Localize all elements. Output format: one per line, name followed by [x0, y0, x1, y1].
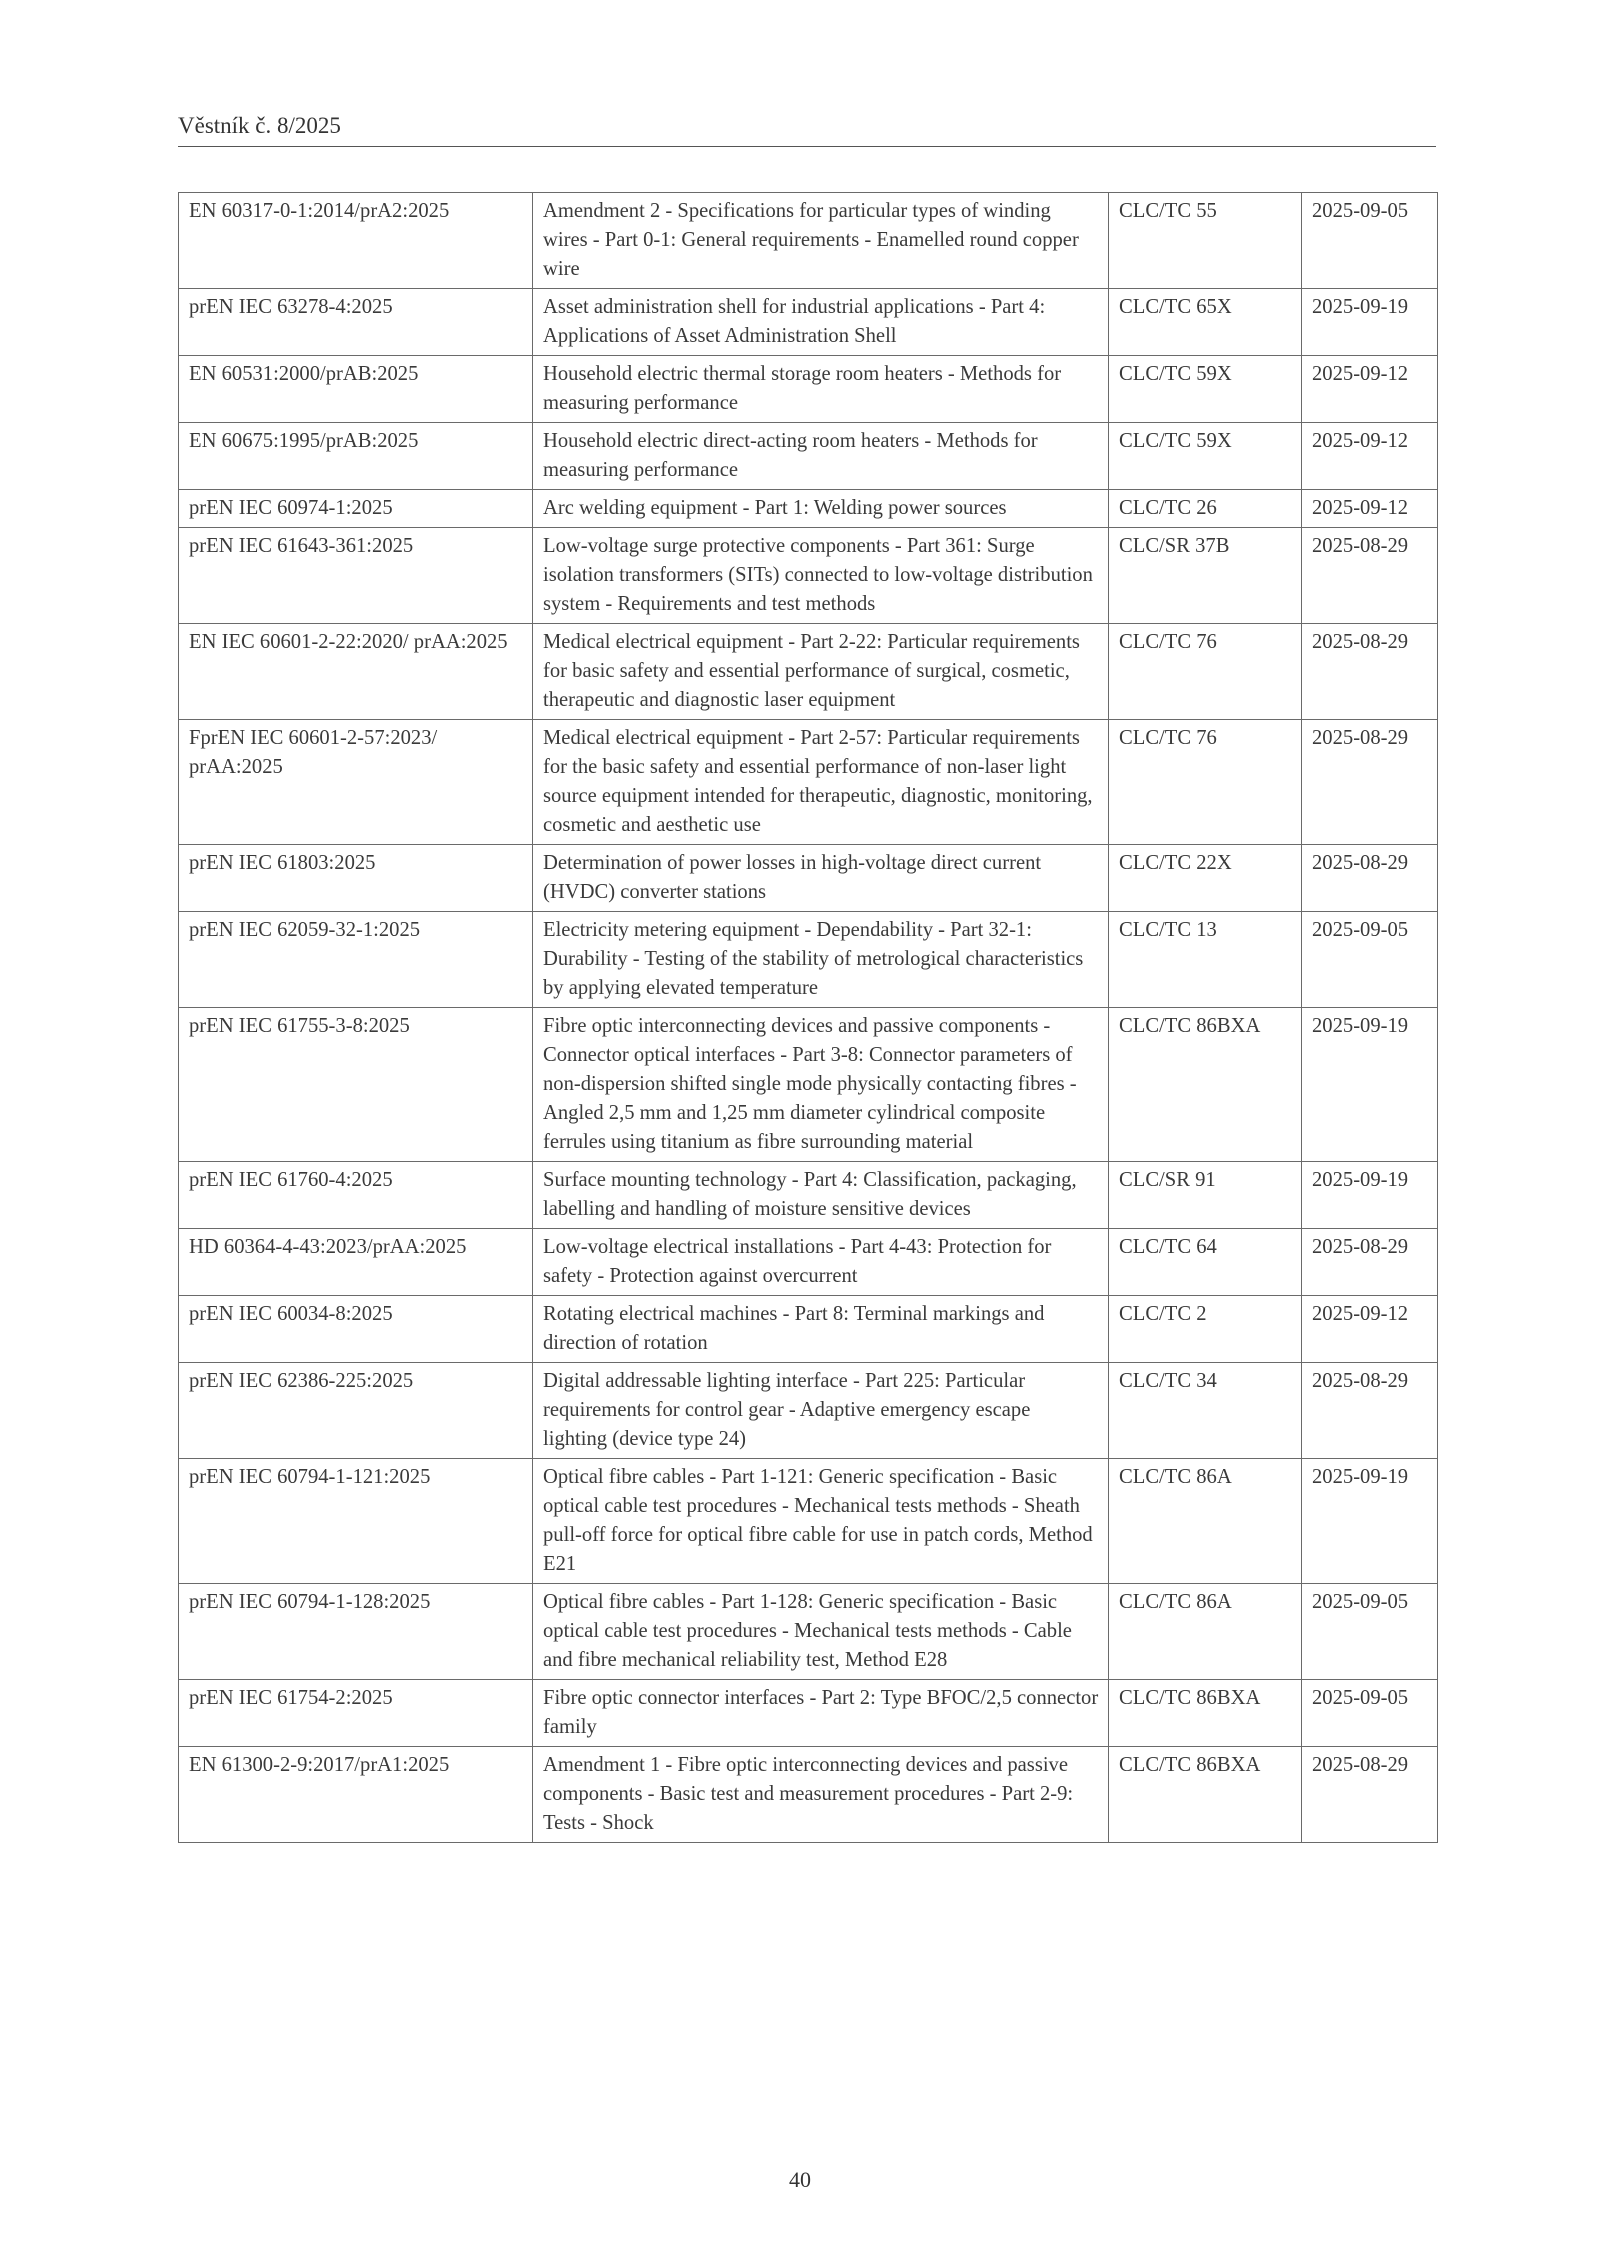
standard-title: Asset administration shell for industrial applications - Part 4: Applications of Asset Administration Shell	[533, 289, 1109, 356]
standard-title: Rotating electrical machines - Part 8: Terminal markings and direction of rotation	[533, 1296, 1109, 1363]
deadline-date: 2025-09-19	[1302, 1459, 1438, 1584]
standard-code: EN 60531:2000/prAB:2025	[179, 356, 533, 423]
table-row	[179, 1459, 1438, 1584]
technical-committee: CLC/TC 86BXA	[1109, 1680, 1302, 1747]
deadline-date: 2025-08-29	[1302, 1363, 1438, 1459]
deadline-date: 2025-08-29	[1302, 845, 1438, 912]
standard-code: prEN IEC 60974-1:2025	[179, 490, 533, 528]
technical-committee: CLC/TC 65X	[1109, 289, 1302, 356]
table-row	[179, 289, 1438, 356]
technical-committee: CLC/TC 86A	[1109, 1584, 1302, 1680]
technical-committee: CLC/TC 26	[1109, 490, 1302, 528]
technical-committee: CLC/TC 59X	[1109, 356, 1302, 423]
page-number: 40	[789, 2167, 811, 2192]
technical-committee: CLC/SR 37B	[1109, 528, 1302, 624]
deadline-date: 2025-09-19	[1302, 1162, 1438, 1229]
deadline-date: 2025-09-05	[1302, 912, 1438, 1008]
standard-title: Amendment 1 - Fibre optic interconnecting devices and passive components - Basic test and measurement procedures - Part 2-9: Tests - Shock	[533, 1747, 1109, 1843]
deadline-date: 2025-09-19	[1302, 289, 1438, 356]
standard-code: prEN IEC 61643-361:2025	[179, 528, 533, 624]
standard-code: prEN IEC 61760-4:2025	[179, 1162, 533, 1229]
technical-committee: CLC/TC 76	[1109, 624, 1302, 720]
standard-code: EN IEC 60601-2-22:2020/ prAA:2025	[179, 624, 533, 720]
deadline-date: 2025-09-05	[1302, 1680, 1438, 1747]
deadline-date: 2025-08-29	[1302, 1747, 1438, 1843]
table-row	[179, 720, 1438, 845]
deadline-date: 2025-09-05	[1302, 193, 1438, 289]
standard-title: Fibre optic connector interfaces - Part 2: Type BFOC/2,5 connector family	[533, 1680, 1109, 1747]
standard-title: Medical electrical equipment - Part 2-22: Particular requirements for basic safety and essential performance of surgical, cosmetic, therapeutic and diagnostic laser equipment	[533, 624, 1109, 720]
standard-code: FprEN IEC 60601-2-57:2023/ prAA:2025	[179, 720, 533, 845]
table-row	[179, 528, 1438, 624]
table-row	[179, 624, 1438, 720]
standard-title: Digital addressable lighting interface - Part 225: Particular requirements for control gear - Adaptive emergency escape lighting (device type 24)	[533, 1363, 1109, 1459]
table-row	[179, 193, 1438, 289]
table-row	[179, 912, 1438, 1008]
table-row	[179, 1229, 1438, 1296]
technical-committee: CLC/TC 13	[1109, 912, 1302, 1008]
deadline-date: 2025-09-19	[1302, 1008, 1438, 1162]
journal-title: Věstník č. 8/2025	[178, 113, 341, 138]
standard-code: EN 61300-2-9:2017/prA1:2025	[179, 1747, 533, 1843]
table-row	[179, 490, 1438, 528]
table-row	[179, 1584, 1438, 1680]
deadline-date: 2025-08-29	[1302, 528, 1438, 624]
deadline-date: 2025-09-12	[1302, 490, 1438, 528]
table-row	[179, 1162, 1438, 1229]
standard-title: Arc welding equipment - Part 1: Welding power sources	[533, 490, 1109, 528]
standard-title: Household electric direct-acting room heaters - Methods for measuring performance	[533, 423, 1109, 490]
technical-committee: CLC/TC 86A	[1109, 1459, 1302, 1584]
standard-code: HD 60364-4-43:2023/prAA:2025	[179, 1229, 533, 1296]
deadline-date: 2025-08-29	[1302, 624, 1438, 720]
table-row	[179, 1363, 1438, 1459]
standard-title: Household electric thermal storage room heaters - Methods for measuring performance	[533, 356, 1109, 423]
standard-code: prEN IEC 62386-225:2025	[179, 1363, 533, 1459]
standard-title: Amendment 2 - Specifications for particular types of winding wires - Part 0-1: General requirements - Enamelled round copper wire	[533, 193, 1109, 289]
standard-title: Low-voltage electrical installations - Part 4-43: Protection for safety - Protection against overcurrent	[533, 1229, 1109, 1296]
standard-code: prEN IEC 60794-1-128:2025	[179, 1584, 533, 1680]
standard-title: Low-voltage surge protective components - Part 361: Surge isolation transformers (SITs) connected to low-voltage distribution system - Requirements and test methods	[533, 528, 1109, 624]
technical-committee: CLC/TC 2	[1109, 1296, 1302, 1363]
standard-code: prEN IEC 61755-3-8:2025	[179, 1008, 533, 1162]
technical-committee: CLC/TC 86BXA	[1109, 1008, 1302, 1162]
table-row	[179, 845, 1438, 912]
standard-code: prEN IEC 62059-32-1:2025	[179, 912, 533, 1008]
deadline-date: 2025-09-05	[1302, 1584, 1438, 1680]
table-row	[179, 1296, 1438, 1363]
table-row	[179, 356, 1438, 423]
standard-code: EN 60675:1995/prAB:2025	[179, 423, 533, 490]
table-row	[179, 423, 1438, 490]
standard-code: EN 60317-0-1:2014/prA2:2025	[179, 193, 533, 289]
deadline-date: 2025-09-12	[1302, 356, 1438, 423]
technical-committee: CLC/TC 59X	[1109, 423, 1302, 490]
deadline-date: 2025-08-29	[1302, 1229, 1438, 1296]
standard-code: prEN IEC 63278-4:2025	[179, 289, 533, 356]
standard-title: Determination of power losses in high-voltage direct current (HVDC) converter stations	[533, 845, 1109, 912]
standard-code: prEN IEC 60794-1-121:2025	[179, 1459, 533, 1584]
standard-code: prEN IEC 61803:2025	[179, 845, 533, 912]
deadline-date: 2025-09-12	[1302, 1296, 1438, 1363]
technical-committee: CLC/TC 34	[1109, 1363, 1302, 1459]
standard-code: prEN IEC 61754-2:2025	[179, 1680, 533, 1747]
technical-committee: CLC/TC 86BXA	[1109, 1747, 1302, 1843]
technical-committee: CLC/TC 55	[1109, 193, 1302, 289]
standard-title: Electricity metering equipment - Dependability - Part 32-1: Durability - Testing of the stability of metrological characteristics by applying elevated temperature	[533, 912, 1109, 1008]
technical-committee: CLC/TC 76	[1109, 720, 1302, 845]
table-row	[179, 1747, 1438, 1843]
standard-title: Surface mounting technology - Part 4: Classification, packaging, labelling and handling of moisture sensitive devices	[533, 1162, 1109, 1229]
deadline-date: 2025-08-29	[1302, 720, 1438, 845]
standard-title: Fibre optic interconnecting devices and passive components - Connector optical interfaces - Part 3-8: Connector parameters of non-dispersion shifted single mode physically contacting fibres - Angled 2,5 mm and 1,25 mm diameter cylindrical composite ferrules using titanium as fibre surrounding material	[533, 1008, 1109, 1162]
standards-table	[178, 192, 1438, 1843]
standard-title: Optical fibre cables - Part 1-128: Generic specification - Basic optical cable test procedures - Mechanical tests methods - Cable and fibre mechanical reliability test, Method E28	[533, 1584, 1109, 1680]
table-row	[179, 1008, 1438, 1162]
standard-title: Medical electrical equipment - Part 2-57: Particular requirements for the basic safety and essential performance of non-laser light source equipment intended for therapeutic, diagnostic, monitoring, cosmetic and aesthetic use	[533, 720, 1109, 845]
standard-title: Optical fibre cables - Part 1-121: Generic specification - Basic optical cable test procedures - Mechanical tests methods - Sheath pull-off force for optical fibre cable for use in patch cords, Method E21	[533, 1459, 1109, 1584]
table-row	[179, 1680, 1438, 1747]
deadline-date: 2025-09-12	[1302, 423, 1438, 490]
page-header	[178, 112, 1436, 147]
standards-table-body	[179, 193, 1438, 1843]
technical-committee: CLC/SR 91	[1109, 1162, 1302, 1229]
technical-committee: CLC/TC 64	[1109, 1229, 1302, 1296]
standard-code: prEN IEC 60034-8:2025	[179, 1296, 533, 1363]
technical-committee: CLC/TC 22X	[1109, 845, 1302, 912]
